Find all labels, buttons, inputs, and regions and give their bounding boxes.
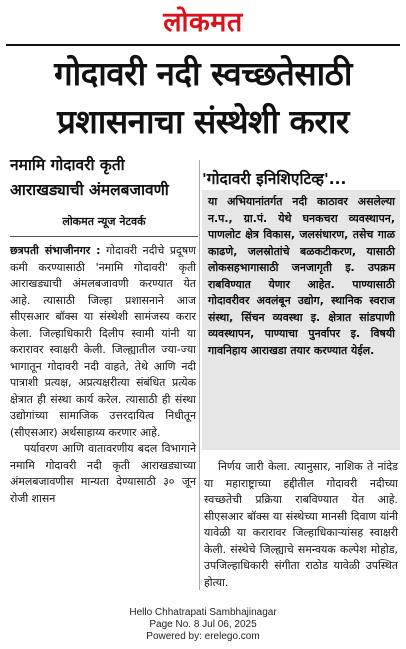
- footer-edition: Hello Chhatrapati Sambhajinagar: [129, 607, 277, 618]
- subheading-right: 'गोदावरी इनिशिएटिव्ह'...: [202, 170, 347, 188]
- subheading-left: [10, 153, 198, 203]
- subheading-left-line-2: आराखड्याची अंमलबजावणी: [10, 181, 169, 199]
- byline-rule: [10, 236, 198, 237]
- headline-line-2: प्रशासनाचा संस्थेशी करार: [57, 102, 349, 141]
- lokmat-logo: लोकमत: [163, 7, 243, 38]
- left-column: [10, 243, 196, 507]
- right-para: निर्णय जारी केला. त्यानुसार, नाशिक ते नांदेड या महाराष्ट्राच्या हद्दीतील गोदावरी नदीच्या स्वच्छतेची प्रक्रिया राबविण्यात येत आहे. सीएसआर बॉक्स या संस्थेच्या मानसी दिवाण यांनी यावेळी या करारावर जिल्हाधिकाऱ्यांसह स्वाक्षरी केली. संस्थेचे जिल्ह्याचे समन्वयक कल्पेश मोहोड, उपजिल्हाधिकारी संगीता राठोड यावेळी उपस्थित होत्या.: [204, 460, 398, 589]
- masthead: [0, 6, 406, 40]
- left-para-2: पर्यावरण आणि वातावरणीय बदल विभागाने नमामि गोदावरी नदी कृती आराखड्याच्या अंमलबजावणीस मान्यता देण्यासाठी ३० जून रोजी शासन: [10, 442, 196, 505]
- footer-page-date: Page No. 8 Jul 06, 2025: [149, 619, 257, 630]
- top-rule: [6, 44, 400, 46]
- right-column: [204, 459, 398, 591]
- byline: लोकमत न्यूज नेटवर्क: [62, 215, 146, 228]
- subheading-left-line-1: नमामि गोदावरी कृती: [10, 156, 125, 174]
- left-para-1: [10, 243, 196, 441]
- footer-powered-by: Powered by: erelego.com: [146, 631, 260, 642]
- highlight-box: [202, 190, 400, 450]
- headline-line-1: गोदावरी नदी स्वच्छतेसाठी: [54, 54, 352, 93]
- left-para-1-text: गोदावरी नदीचे प्रदूषण कमी करण्यासाठी 'नमामि गोदावरी' कृती आराखड्याची अंमलबजावणी करण्यात येत आहे. त्यासाठी जिल्हा प्रशासनाने आज सीएसआर बॉक्स या संस्थेशी सामंजस्य करार केला. जिल्हाधिकारी दिलीप स्वामी यांनी या करारावर स्वाक्षरी केली. जिल्ह्यातील ज्या-ज्या भागातून गोदावरी नदी वाहते, तेथे आणि नदी पात्राशी प्रत्यक्ष, अप्रत्यक्षरीत्या संबंधित प्रत्येक क्षेत्रात ही संस्था कार्य करेल. त्यासाठी ही संस्था उद्योगांच्या सामाजिक उत्तरदायित्व निधीतून (सीएसआर) अर्थसाहाय्य करणार आहे.: [10, 244, 197, 439]
- dateline-location: छत्रपती संभाजीनगर :: [10, 244, 101, 257]
- page-footer: [0, 607, 406, 643]
- headline: [6, 50, 400, 146]
- column-divider: [199, 160, 200, 590]
- highlight-box-text: या अभियानांतर्गत नदी काठावर असलेल्या न.प., ग्रा.पं. येथे घनकचरा व्यवस्थापन, पाणलोट क्षेत्र विकास, जलसंधारण, तसेच गाळ काढणे, जलस्रोतांचे बळकटीकरण, यासाठी लोकसहभागासाठी जनजागृती इ. उपक्रम राबविण्यात येणार आहेत. पाण्यासाठी गोदावरीवर अवलंबून उद्योग, स्थानिक स्वराज संस्था, सिंचन व्यवस्था इ. क्षेत्रात सांडपाणी व्यवस्थापन, पाण्याचा पुनर्वापर इ. विषयी गावनिहाय आराखडा तयार करण्यात येईल.: [208, 195, 395, 357]
